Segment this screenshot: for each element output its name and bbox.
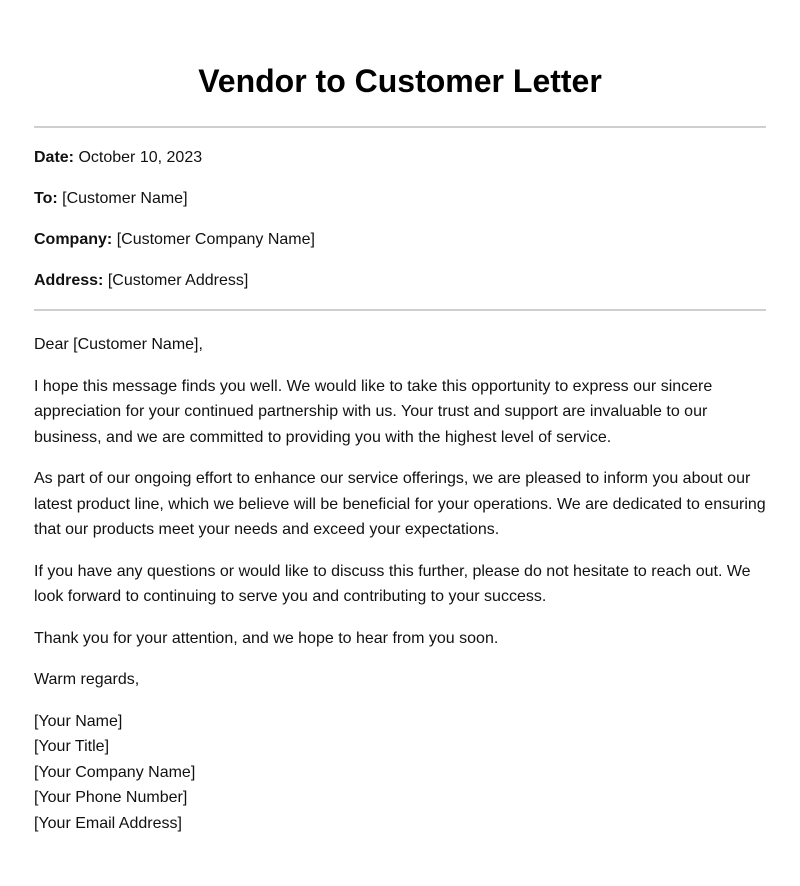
date-field xyxy=(34,149,766,167)
letter-body xyxy=(34,311,766,836)
signature-company: [Your Company Name] xyxy=(34,763,196,781)
body-paragraph-2: As part of our ongoing effort to enhance our service offerings, we are pleased to inform you about our latest product line, which we believe will be beneficial for your operations. We are dedicated to ensuring that our products meet your needs and exceed your expectations. xyxy=(34,470,766,538)
signature-block xyxy=(34,709,766,837)
signature-name: [Your Name] xyxy=(34,712,123,730)
address-value: [Customer Address] xyxy=(107,272,249,289)
letter-header xyxy=(34,128,766,290)
date-value: October 10, 2023 xyxy=(78,149,203,166)
greeting: Dear [Customer Name], xyxy=(34,336,203,353)
company-field xyxy=(34,231,766,249)
body-paragraph-4: Thank you for your attention, and we hope to hear from you soon. xyxy=(34,629,499,647)
recipient-value: [Customer Name] xyxy=(62,190,188,207)
body-paragraph-3: If you have any questions or would like to discuss this further, please do not hesitate to reach out. We look forward to continuing to serve you and contributing to your success. xyxy=(34,562,751,605)
recipient-field xyxy=(34,190,766,208)
date-label: Date: xyxy=(34,149,75,166)
company-label: Company: xyxy=(34,231,113,248)
address-field xyxy=(34,272,766,290)
company-value: [Customer Company Name] xyxy=(116,231,315,248)
recipient-label: To: xyxy=(34,190,58,207)
letter-title: Vendor to Customer Letter xyxy=(198,63,602,99)
body-paragraph-1: I hope this message finds you well. We would like to take this opportunity to express our sincere appreciation for your continued partnership with us. Your trust and support are invaluable to our business, and we are committed to providing you with the highest level of service. xyxy=(34,377,713,446)
signature-phone: [Your Phone Number] xyxy=(34,789,188,806)
address-label: Address: xyxy=(34,272,104,289)
signature-email: [Your Email Address] xyxy=(34,814,182,832)
closing: Warm regards, xyxy=(34,671,140,688)
signature-title: [Your Title] xyxy=(34,738,110,755)
